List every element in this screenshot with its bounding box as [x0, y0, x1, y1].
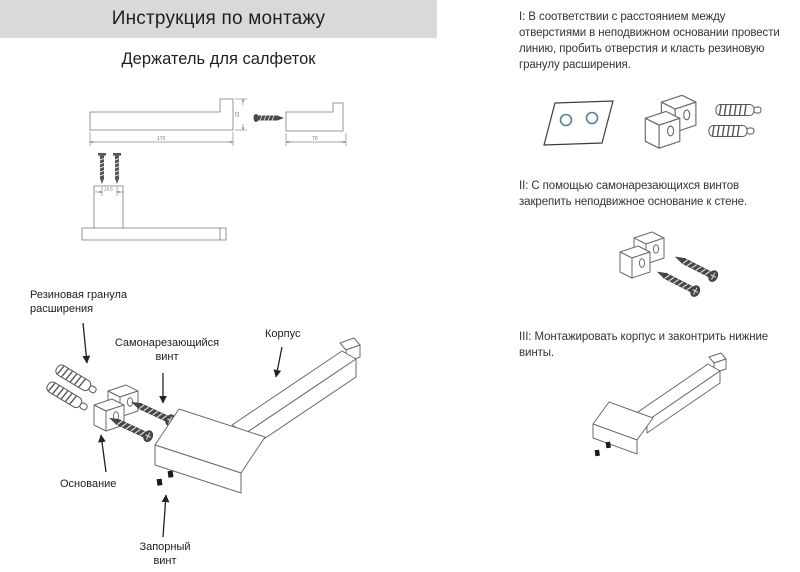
step-1-illustration [535, 85, 785, 180]
title-band [0, 0, 437, 38]
mounting-screws-drawing [98, 153, 121, 184]
step-3-illustration [575, 350, 790, 485]
drill-hole-icon [561, 115, 572, 126]
exploded-view-drawing [25, 275, 405, 572]
lock-screws-drawing [157, 471, 174, 486]
dim-length: 170 [157, 136, 166, 142]
wall-plug-drawing [716, 105, 761, 116]
arrow-to-lock-screw [163, 495, 166, 537]
front-view-drawing [90, 99, 247, 146]
self-tapping-screw-drawing [673, 252, 719, 283]
step-2-illustration [600, 220, 785, 325]
wall-plug-drawing [709, 126, 754, 137]
dimension-drawing [40, 90, 360, 255]
label-wall-plug: Резиновая гранула расширения [30, 289, 128, 316]
side-view-drawing [254, 103, 347, 146]
base-drawing [645, 95, 696, 148]
step-3-text: III: Монтажировать корпус и законтрить нижние винты. [519, 331, 769, 359]
arrow-to-body [276, 347, 282, 377]
page-title: Инструкция по монтажу [111, 8, 326, 29]
assembled-body-drawing [593, 353, 726, 454]
label-base: Основание [60, 478, 117, 490]
label-screw: Самонарезающийся винт [114, 337, 220, 364]
arrow-to-base [101, 435, 106, 472]
label-body: Корпус [265, 328, 301, 340]
arrow-to-wall-plug [83, 323, 87, 363]
wall-plate-drawing [544, 101, 613, 145]
dim-height: 22 [235, 111, 241, 117]
base-drawing [620, 232, 664, 278]
drill-hole-icon [587, 113, 598, 124]
lock-screws-drawing [595, 442, 611, 457]
product-name: Держатель для салфеток [121, 50, 316, 68]
step-2-text: II: С помощью самонарезающихся винтов закрепить неподвижное основание к стене. [519, 180, 748, 208]
dim-hole-spacing: 18.5 [104, 186, 113, 192]
dim-depth: 70 [312, 136, 318, 142]
self-tapping-screw-drawing [655, 267, 701, 298]
step-1-text: I: В соответствии с расстоянием между отверстиями в неподвижном основании провести линию, пробить отверстия и класть резиновую гранулу расширения. [519, 11, 780, 71]
top-view-drawing [82, 153, 226, 240]
label-lock-screw: Запорный винт [139, 541, 191, 568]
